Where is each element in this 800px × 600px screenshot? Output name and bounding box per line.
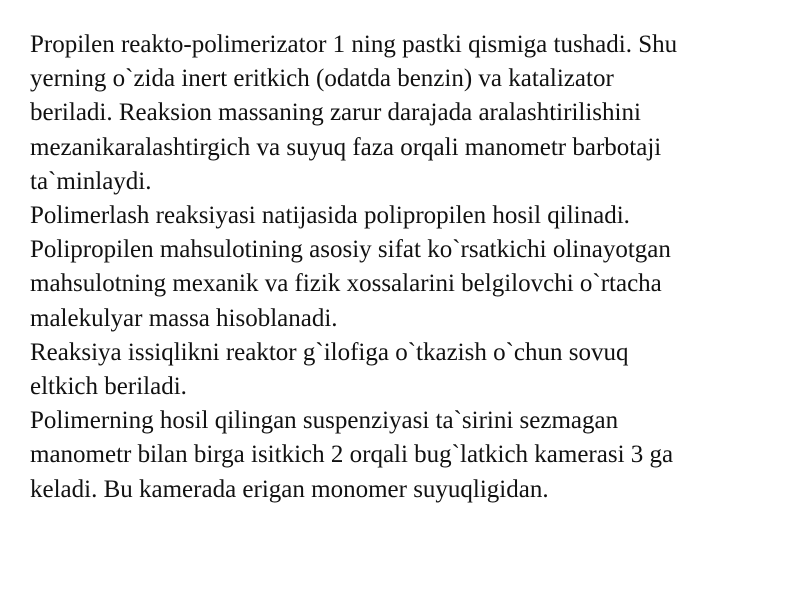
text-line: manometr bilan birga isitkich 2 orqali bug`latkich kamerasi 3 ga bbox=[30, 441, 674, 469]
text-line: Polimerlash reaksiyasi natijasida polipropilen hosil qilinadi. bbox=[30, 202, 630, 230]
text-line: yerning o`zida inert eritkich (odatda benzin) va katalizator bbox=[30, 65, 614, 93]
text-line: mahsulotning mexanik va fizik xossalarini belgilovchi o`rtacha bbox=[30, 270, 662, 298]
document-body bbox=[30, 28, 790, 507]
text-line: mezanikaralashtirgich va suyuq faza orqali manometr barbotaji bbox=[30, 133, 662, 161]
text-line: malekulyar massa hisoblanadi. bbox=[30, 304, 338, 332]
text-line: ta`minlaydi. bbox=[30, 167, 152, 195]
text-line: Reaksiya issiqlikni reaktor g`ilofiga o`tkazish o`chun sovuq bbox=[30, 338, 629, 366]
text-line: Propilen reakto-polimerizator 1 ning pastki qismiga tushadi. Shu bbox=[30, 31, 678, 58]
text-line: eltkich beriladi. bbox=[30, 373, 187, 401]
text-line: keladi. Bu kamerada erigan monomer suyuqligidan. bbox=[30, 475, 549, 503]
text-line: Polipropilen mahsulotining asosiy sifat ko`rsatkichi olinayotgan bbox=[30, 236, 671, 264]
text-line: Polimerning hosil qilingan suspenziyasi ta`sirini sezmagan bbox=[30, 407, 619, 435]
text-line: beriladi. Reaksion massaning zarur darajada aralashtirilishini bbox=[30, 99, 641, 127]
